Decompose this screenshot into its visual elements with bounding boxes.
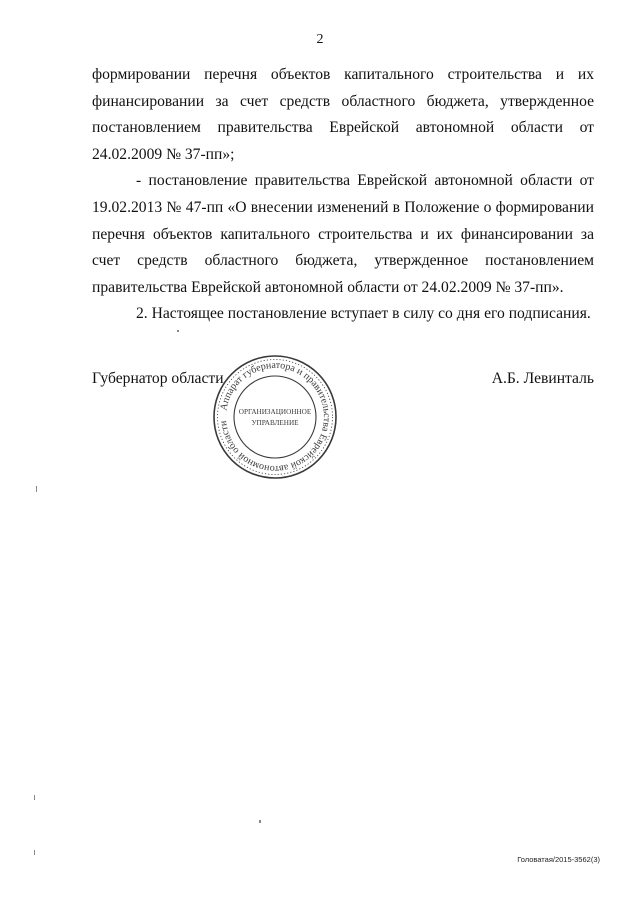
signatory-position: Губернатор области <box>92 370 224 387</box>
paragraph-list-item <box>92 168 594 301</box>
stamp-center-line-2: УПРАВЛЕНИЕ <box>251 419 299 427</box>
signature-block <box>92 370 594 400</box>
scan-artifact <box>34 795 35 800</box>
list-item-lead: - постановление правительства Еврейской автономной области от 19.02.2013 <box>92 172 594 216</box>
stamp-seal-icon <box>212 354 338 480</box>
stamp-outer-text: Аппарат губернатора и правительства Еврейской автономной области <box>218 359 333 475</box>
list-item-rest: «О внесении изменений в Положение о формировании перечня объектов капитального строительства и их финансировании за счет средств областного бюджета, утвержденное постановлением правительства Еврейской автономной области от 24.02.2009 № 37-пп». <box>92 198 594 296</box>
stamp-center-line-1: ОРГАНИЗАЦИОННОЕ <box>238 408 312 416</box>
document-body <box>92 62 594 328</box>
paragraph-effective-date: 2. Настоящее постановление вступает в силу со дня его подписания. <box>136 305 591 323</box>
scan-artifact <box>36 486 37 492</box>
scan-artifact <box>34 850 35 855</box>
official-stamp <box>212 354 338 480</box>
page-number: 2 <box>316 32 324 47</box>
document-reference: Головатая/2015-3562(3) <box>517 855 600 864</box>
scan-artifact <box>177 330 179 332</box>
paragraph-continuation: формировании перечня объектов капитального строительства и их финансировании за счет средств областного бюджета, утвержденное постановлением правительства Еврейской автономной области от 24.02.2009 № 37-пп»; <box>92 66 594 163</box>
document-number: № 47-пп <box>166 198 224 216</box>
signatory-name: А.Б. Левинталь <box>491 370 594 387</box>
scan-artifact <box>259 820 261 823</box>
